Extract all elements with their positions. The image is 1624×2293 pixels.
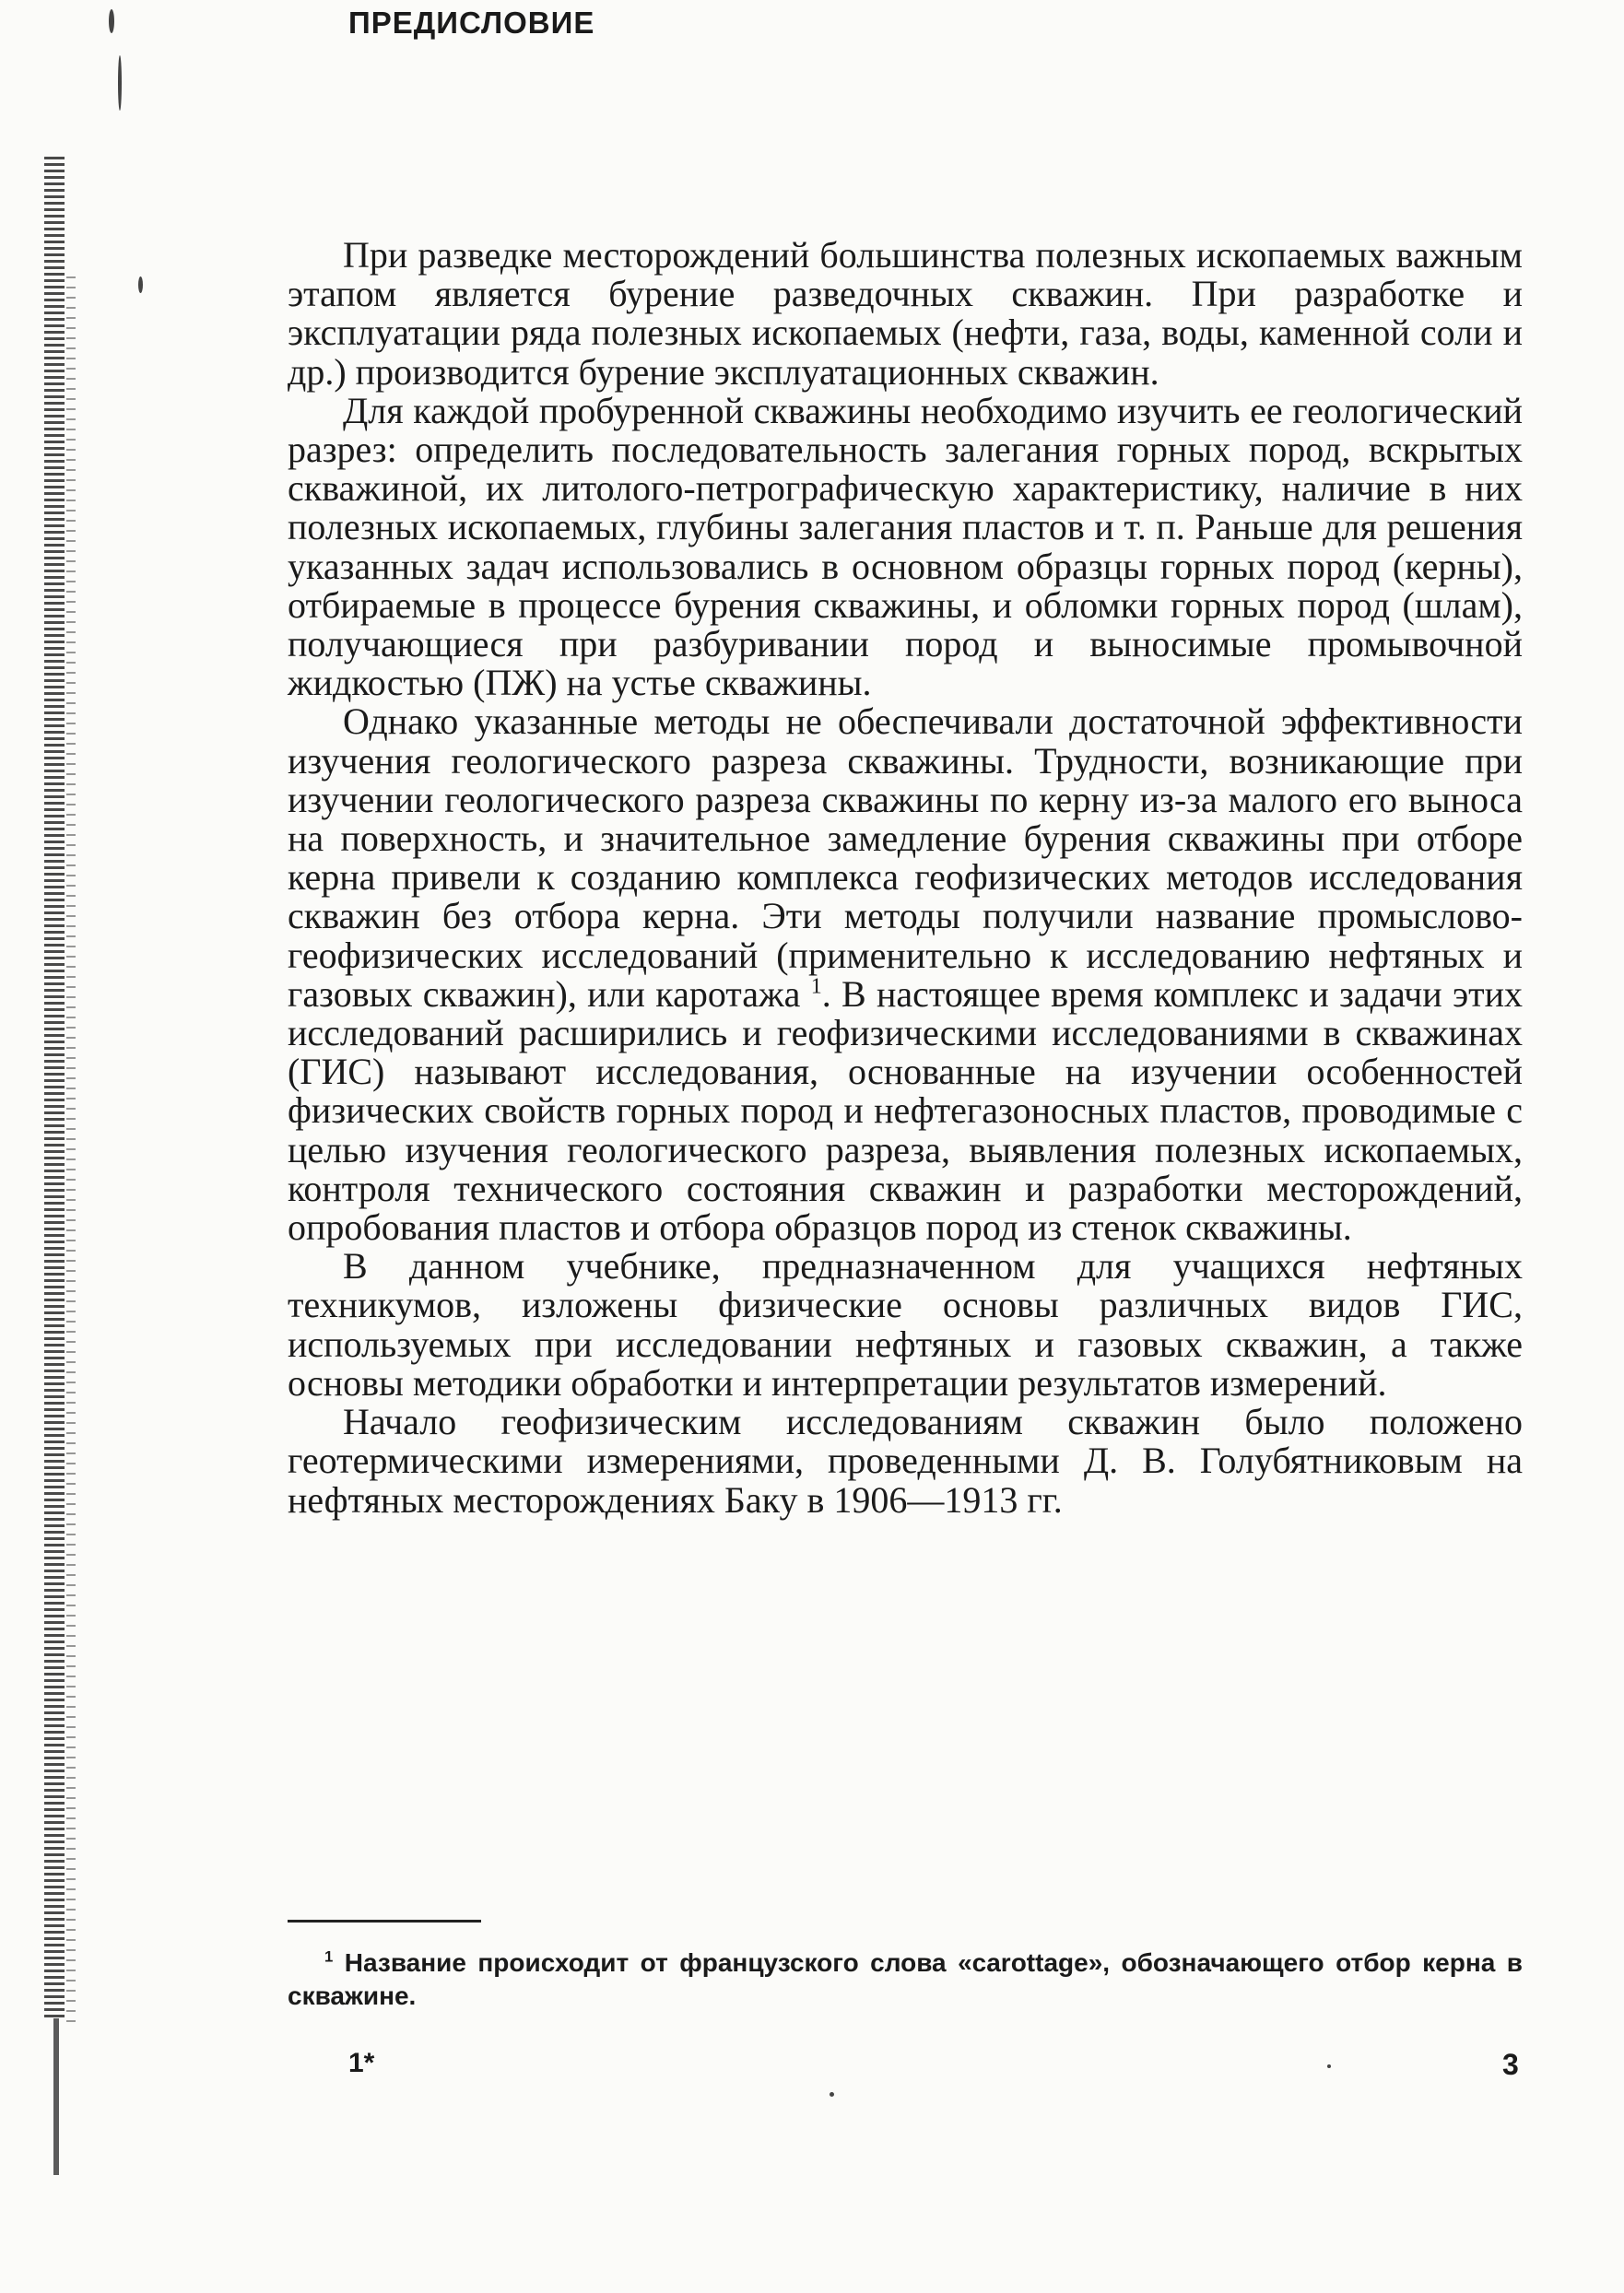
paragraph-text-continuation: . В настоящее время комплекс и задачи этих исследований расширились и геофизическими исследованиями в скважинах (ГИС) называют исследования, основанные на изучении особенностей физических свойств горных пород и нефтегазоносных пластов, проводимые с целью изучения геологического разреза, выявления полезных ископаемых, контроля технического состояния скважин и разработки месторождений, опробования пластов и отбора образцов пород из стенок скважины.	[288, 972, 1524, 1249]
paragraph: Начало геофизическим исследованиям скважин было положено геотермическими измерениями, проведенными Д. В. Голубятниковым на нефтяных месторождениях Баку в 1906—1913 гг.	[288, 1401, 1523, 1521]
scan-speck	[1327, 2064, 1331, 2068]
footnote-text: Название происходит от французского слова «carottage», обозначающего отбор керна в скважине.	[288, 1948, 1523, 2010]
scan-speck	[118, 55, 122, 111]
footnote-reference: 1	[810, 974, 822, 999]
paragraph: В данном учебнике, предназначенном для учащихся нефтяных техникумов, изложены физические основы различных видов ГИС, используемых при исследовании нефтяных и газовых скважин, а также основы методики обработки и интерпретации результатов измерений.	[288, 1245, 1523, 1404]
footnote-divider	[288, 1920, 481, 1923]
paragraph-text: Однако указанные методы не обеспечивали достаточной эффективности изучения геологического разреза скважины. Трудности, возникающие при изучении геологического разреза скважины по керну из-за малого его выноса на поверхность, и значительное замедление бурения скважины при отборе керна привели к созданию комплекса геофизических методов исследования скважин без отбора керна. Эти методы получили название промыслово-геофизических исследований (применительно к исследованию нефтяных и газовых скважин), или каротажа	[288, 700, 1523, 1015]
scan-speck	[138, 276, 143, 293]
paragraph: При разведке месторождений большинства полезных ископаемых важным этапом является бурение разведочных скважин. При разработке и эксплуатации ряда полезных ископаемых (нефти, газа, воды, каменной соли и др.) производится бурение эксплуатационных скважин.	[288, 234, 1523, 393]
page-title: ПРЕДИСЛОВИЕ	[348, 6, 595, 40]
main-text	[288, 236, 1523, 1520]
printer-signature-mark: 1*	[348, 2048, 375, 2078]
binding-edge-scan-artifact	[44, 157, 65, 2018]
footnote	[288, 1946, 1523, 2013]
page-number: 3	[1502, 2048, 1519, 2081]
paragraph: Для каждой пробуренной скважины необходимо изучить ее геологический разрез: определить последовательность залегания горных пород, вскрытых скважиной, их литолого-петрографическую характеристику, наличие в них полезных ископаемых, глубины залегания пластов и т. п. Раньше для решения указанных задач использовались в основном образцы горных пород (керны), отбираемые в процессе бурения скважины, и обломки горных пород (шлам), получающиеся при разбуривании пород и выносимые промывочной жидкостью (ПЖ) на устье скважины.	[288, 389, 1523, 704]
binding-edge-scan-artifact-lower	[53, 2018, 59, 2175]
paragraph	[288, 702, 1523, 1247]
scan-speck	[109, 9, 114, 33]
scan-speck	[830, 2092, 834, 2097]
binding-edge-scan-artifact-secondary	[66, 276, 76, 2028]
footnote-marker: 1	[324, 1947, 334, 1966]
